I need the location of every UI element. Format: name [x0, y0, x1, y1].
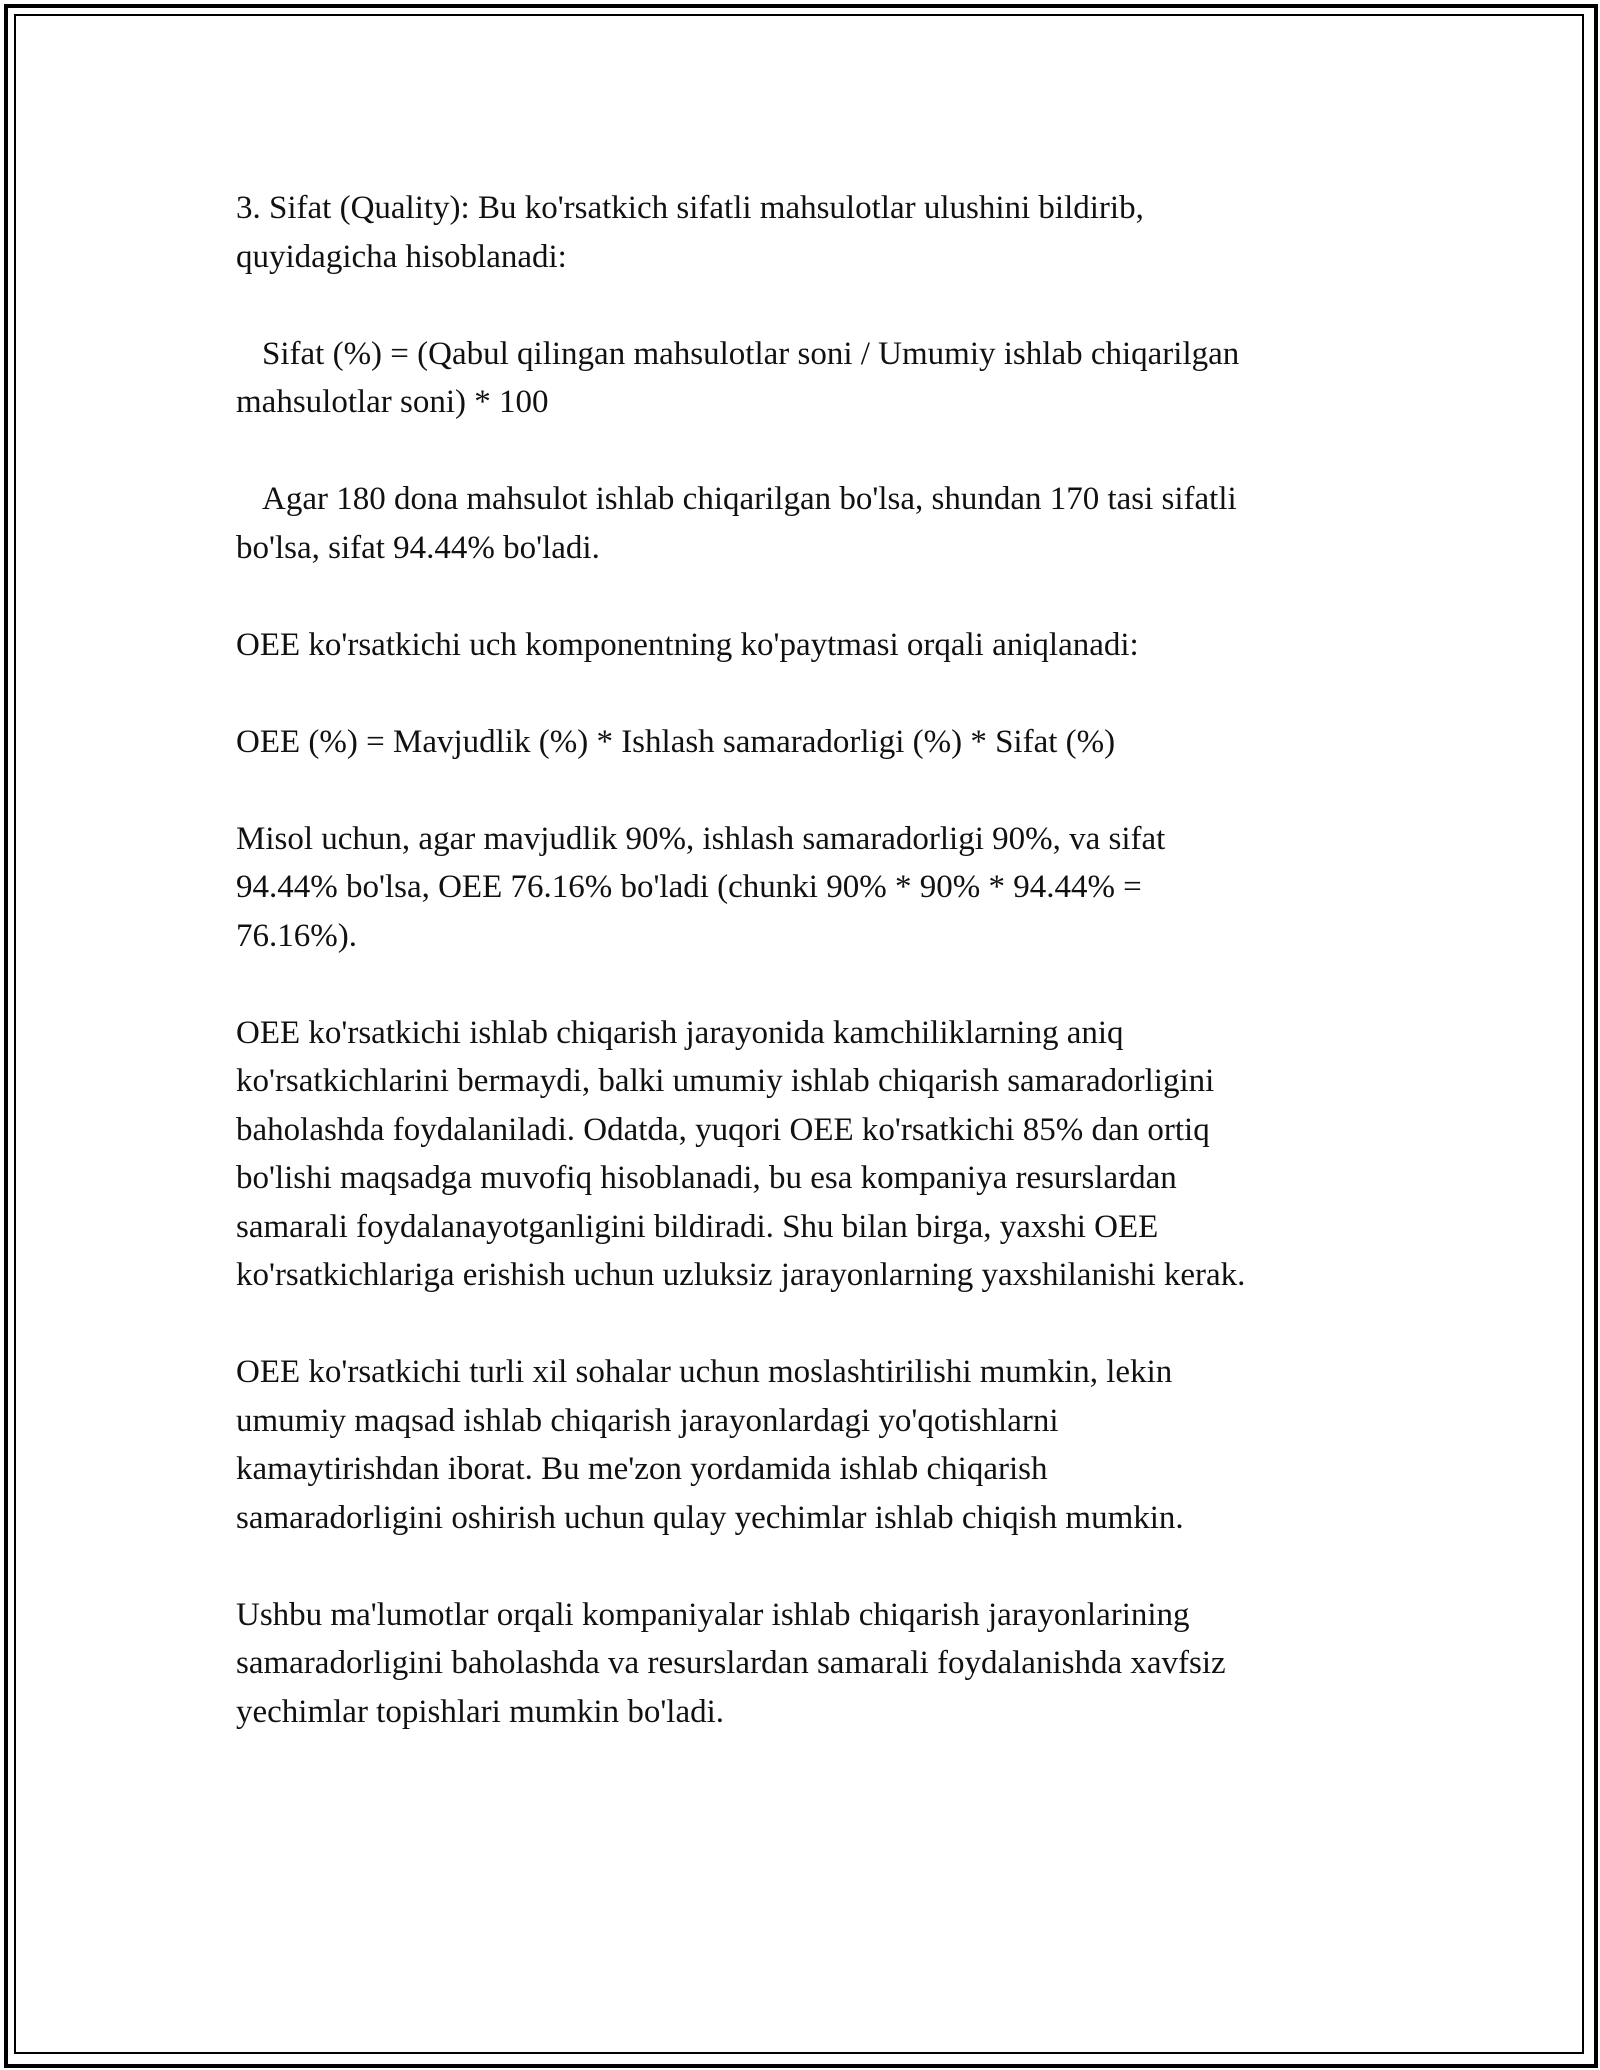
text-line: OEE ko'rsatkichi uch komponentning ko'paytmasi orqali aniqlanadi: [236, 626, 1139, 663]
paragraph-oee-evaluation [236, 1009, 1376, 1300]
paragraph-oee-example [236, 815, 1376, 961]
text-line: 3. Sifat (Quality): Bu ko'rsatkich sifatli mahsulotlar ulushini bildirib, [236, 190, 1144, 226]
text-line: bo'lishi maqsadga muvofiq hisoblanadi, bu esa kompaniya resurslardan [236, 1160, 1177, 1196]
text-line: baholashda foydalaniladi. Odatda, yuqori OEE ko'rsatkichi 85% dan ortiq [236, 1111, 1210, 1148]
paragraph-quality-formula [236, 330, 1376, 427]
text-line: bo'lsa, sifat 94.44% bo'ladi. [236, 529, 600, 566]
text-line: mahsulotlar soni) * 100 [236, 384, 549, 420]
text-line: umumiy maqsad ishlab chiqarish jarayonlardagi yo'qotishlarni [236, 1402, 1059, 1439]
text-line: ko'rsatkichlarini bermaydi, balki umumiy ishlab chiqarish samaradorligini [236, 1063, 1215, 1099]
paragraph-quality-intro [236, 184, 1376, 281]
text-line: 94.44% bo'lsa, OEE 76.16% bo'ladi (chunki 90% * 90% * 94.44% = [236, 869, 1142, 905]
text-line: Sifat (%) = (Qabul qilingan mahsulotlar soni / Umumiy ishlab chiqarilgan [262, 335, 1240, 372]
text-line: ko'rsatkichlariga erishish uchun uzluksiz jarayonlarning yaxshilanishi kerak. [236, 1257, 1246, 1293]
text-line: yechimlar topishlari mumkin bo'ladi. [236, 1693, 725, 1730]
text-line: 76.16%). [236, 917, 357, 954]
text-line: OEE (%) = Mavjudlik (%) * Ishlash samaradorligi (%) * Sifat (%) [236, 723, 1116, 760]
text-line: quyidagicha hisoblanadi: [236, 238, 567, 275]
document-body [236, 184, 1376, 1785]
text-line: samaradorligini oshirish uchun qulay yechimlar ishlab chiqish mumkin. [236, 1499, 1184, 1536]
text-line: Misol uchun, agar mavjudlik 90%, ishlash samaradorligi 90%, va sifat [236, 820, 1166, 857]
paragraph-quality-example [236, 475, 1376, 572]
text-line: OEE ko'rsatkichi turli xil sohalar uchun moslashtirilishi mumkin, lekin [236, 1354, 1173, 1390]
text-line: Agar 180 dona mahsulot ishlab chiqarilgan bo'lsa, shundan 170 tasi sifatli [262, 481, 1237, 517]
text-line: samarali foydalanayotganligini bildiradi. Shu bilan birga, yaxshi OEE [236, 1208, 1159, 1245]
paragraph-oee-formula [236, 718, 1376, 767]
text-line: Ushbu ma'lumotlar orqali kompaniyalar ishlab chiqarish jarayonlarining [236, 1596, 1190, 1633]
text-line: kamaytirishdan iborat. Bu me'zon yordamida ishlab chiqarish [236, 1451, 1048, 1487]
text-line: samaradorligini baholashda va resurslardan samarali foydalanishda xavfsiz [236, 1645, 1226, 1681]
paragraph-conclusion [236, 1591, 1376, 1737]
paragraph-oee-intro [236, 621, 1376, 670]
paragraph-oee-adaptation [236, 1348, 1376, 1542]
text-line: OEE ko'rsatkichi ishlab chiqarish jarayonida kamchiliklarning aniq [236, 1014, 1124, 1051]
